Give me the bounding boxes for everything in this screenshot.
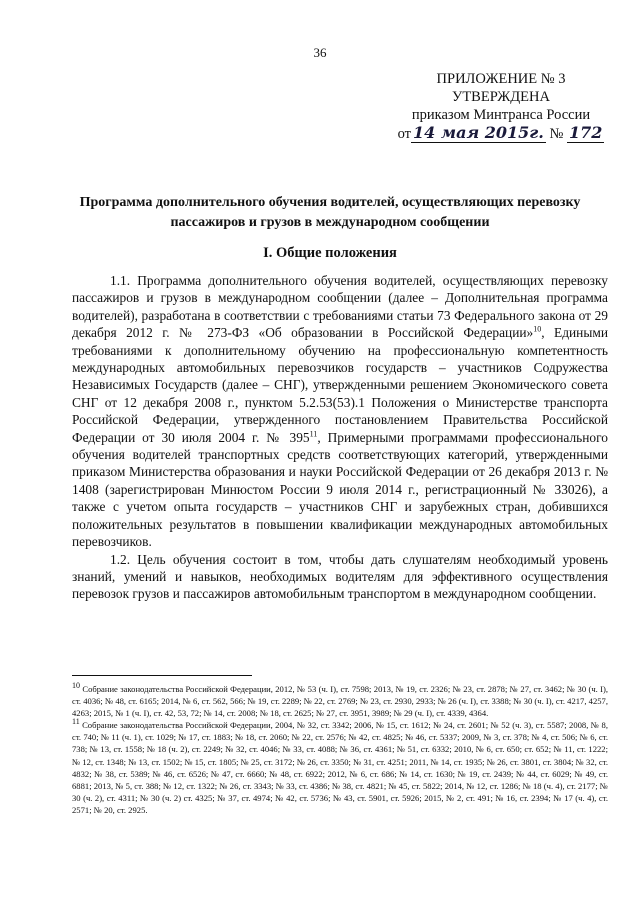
body-text <box>72 272 608 603</box>
footnote-ref-10[interactable]: 10 <box>533 324 542 334</box>
footnote-divider <box>72 675 252 676</box>
paragraph-1-2: 1.2. Цель обучения состоит в том, чтобы дать слушателям необходимый уровень знаний, умений и навыков, необходимых водителям для эффективного осуществления перевозок грузов и пассажиров автомобильным транспортом в международном сообщении. <box>72 551 608 602</box>
footnote-mark: 10 <box>72 681 80 691</box>
order-date-line <box>396 124 606 143</box>
footnote-text: Собрание законодательства Российской Федерации, 2004, № 32, ст. 3342; 2006, № 15, ст. 1612; № 24, ст. 2601; № 52 (ч. 3), ст. 5587; 2008, № 8, ст. 740; № 11 (ч. 1), ст. 1029; № 17, ст. 1883; № 18, ст. 2060; № 22, ст. 2576; № 42, ст. 4825; № 46, ст. 5337; 2009, № 3, ст. 378; № 4, ст. 506; № 6, ст. 738; № 13, ст. 1558; № 18 (ч. 2), ст. 2249; № 32, ст. 4046; № 33, ст. 4088; № 36, ст. 4361; № 51, ст. 6332; 2010, № 6, ст. 650; ст. 652; № 11, ст. 1222; № 12, ст. 1348; № 13, ст. 1502; № 15, ст. 1805; № 25, ст. 3172; № 26, ст. 3350; № 31, ст. 4251; 2011, № 14, ст. 1935; № 26, ст. 3801, ст. 3804; № 32, ст. 4832; № 38, ст. 5389; № 46, ст. 6526; № 47, ст. 6660; № 48, ст. 6922; 2012, № 6, ст. 686; № 14, ст. 1630; № 19, ст. 2439; № 44, ст. 6029; № 49, ст. 6881; 2013, № 5, ст. 388; № 12, ст. 1322; № 26, ст. 3343; № 33, ст. 4386; № 38, ст. 4821; № 45, ст. 5822; 2014, № 12, ст. 1286; № 18 (ч. 4), ст. 2177; № 30 (ч. 2), ст. 4311; № 30 (ч. 2) ст. 4325; № 37, ст. 4974; № 42, ст. 5736; № 43, ст. 5901, ст. 5926; 2015, № 2, ст. 491; № 16, ст. 2394; № 17 (ч. 4), ст. 2571; № 20, ст. 2925. <box>72 720 608 815</box>
footnotes <box>72 683 608 816</box>
page-number: 36 <box>313 45 327 60</box>
appendix-number: ПРИЛОЖЕНИЕ № 3 <box>436 71 566 87</box>
footnote-ref-11[interactable]: 11 <box>309 429 318 439</box>
approval-label: УТВЕРЖДЕНА <box>452 89 550 105</box>
program-title: Программа дополнительного обучения водителей, осуществляющих перевозку пассажиров и грузов в международном сообщении <box>79 195 581 230</box>
footnote-11 <box>72 719 608 816</box>
paragraph-text: , Едиными требованиями к дополнительному обучению на профессиональную компетентность международных автомобильных перевозчиков государств – участников Содружества Независимых Государств (далее – СНГ), утвержденными решением Экономического совета СНГ от 12 декабря 2008 г., пунктом 5.2.53(53).1 Положения о Министерстве транспорта Российской Федерации, утвержденного постановлением Правительства Российской Федерации от 30 июля 2004 г. № 395 <box>72 325 608 445</box>
appendix-approval-block <box>396 70 606 143</box>
footnote-mark: 11 <box>72 717 80 727</box>
number-label: № <box>549 126 564 142</box>
from-label: от <box>397 126 412 142</box>
footnote-10 <box>72 683 608 719</box>
paragraph-1-1 <box>72 272 608 551</box>
paragraph-text: , Примерными программами профессионального обучения водителей транспортных средств соответствующих категорий, утвержденными приказом Министерства образования и науки Российской Федерации от 26 декабря 2013 г. № 1408 (зарегистрирован Минюстом России 9 июля 2014 г., регистрационный № 33026), а также с учетом опыта государств – участников СНГ и зарубежных стран, добившихся положительных результатов в повышении квалификации международных автомобильных перевозчиков. <box>72 429 608 550</box>
paragraph-text: 1.1. Программа дополнительного обучения водителей, осуществляющих перевозку пассажиров и грузов в международном сообщении (далее – Дополнительная программа водителей), разработана в соответствии с требованиями статьи 73 Федерального закона от 29 декабря 2012 г. № 273-ФЗ «Об образовании в Российской Федерации» <box>72 273 608 341</box>
footnote-text: Собрание законодательства Российской Федерации, 2012, № 53 (ч. I), ст. 7598; 2013, № 19, ст. 2326; № 23, ст. 2878; № 27, ст. 3462; № 30 (ч. I), ст. 4036; № 48, ст. 6165; 2014, № 6, ст. 562, 566; № 19, ст. 2289; № 22, ст. 2769; № 23, ст. 2930, 2933; № 26 (ч. I), ст. 3388; № 30 (ч. I), ст. 4217, 4257, 4263; 2015, № 1 (ч. I), ст. 42, 53, 72; № 14, ст. 2008; № 18, ст. 2625; № 27, ст. 3951, 3989; № 29 (ч. I), ст. 4339, 4364. <box>72 684 608 719</box>
section-heading: I. Общие положения <box>263 245 397 261</box>
handwritten-order-number: 172 <box>568 123 603 142</box>
handwritten-date: 14 мая 2015г. <box>413 123 544 142</box>
order-authority: приказом Минтранса России <box>411 107 591 123</box>
